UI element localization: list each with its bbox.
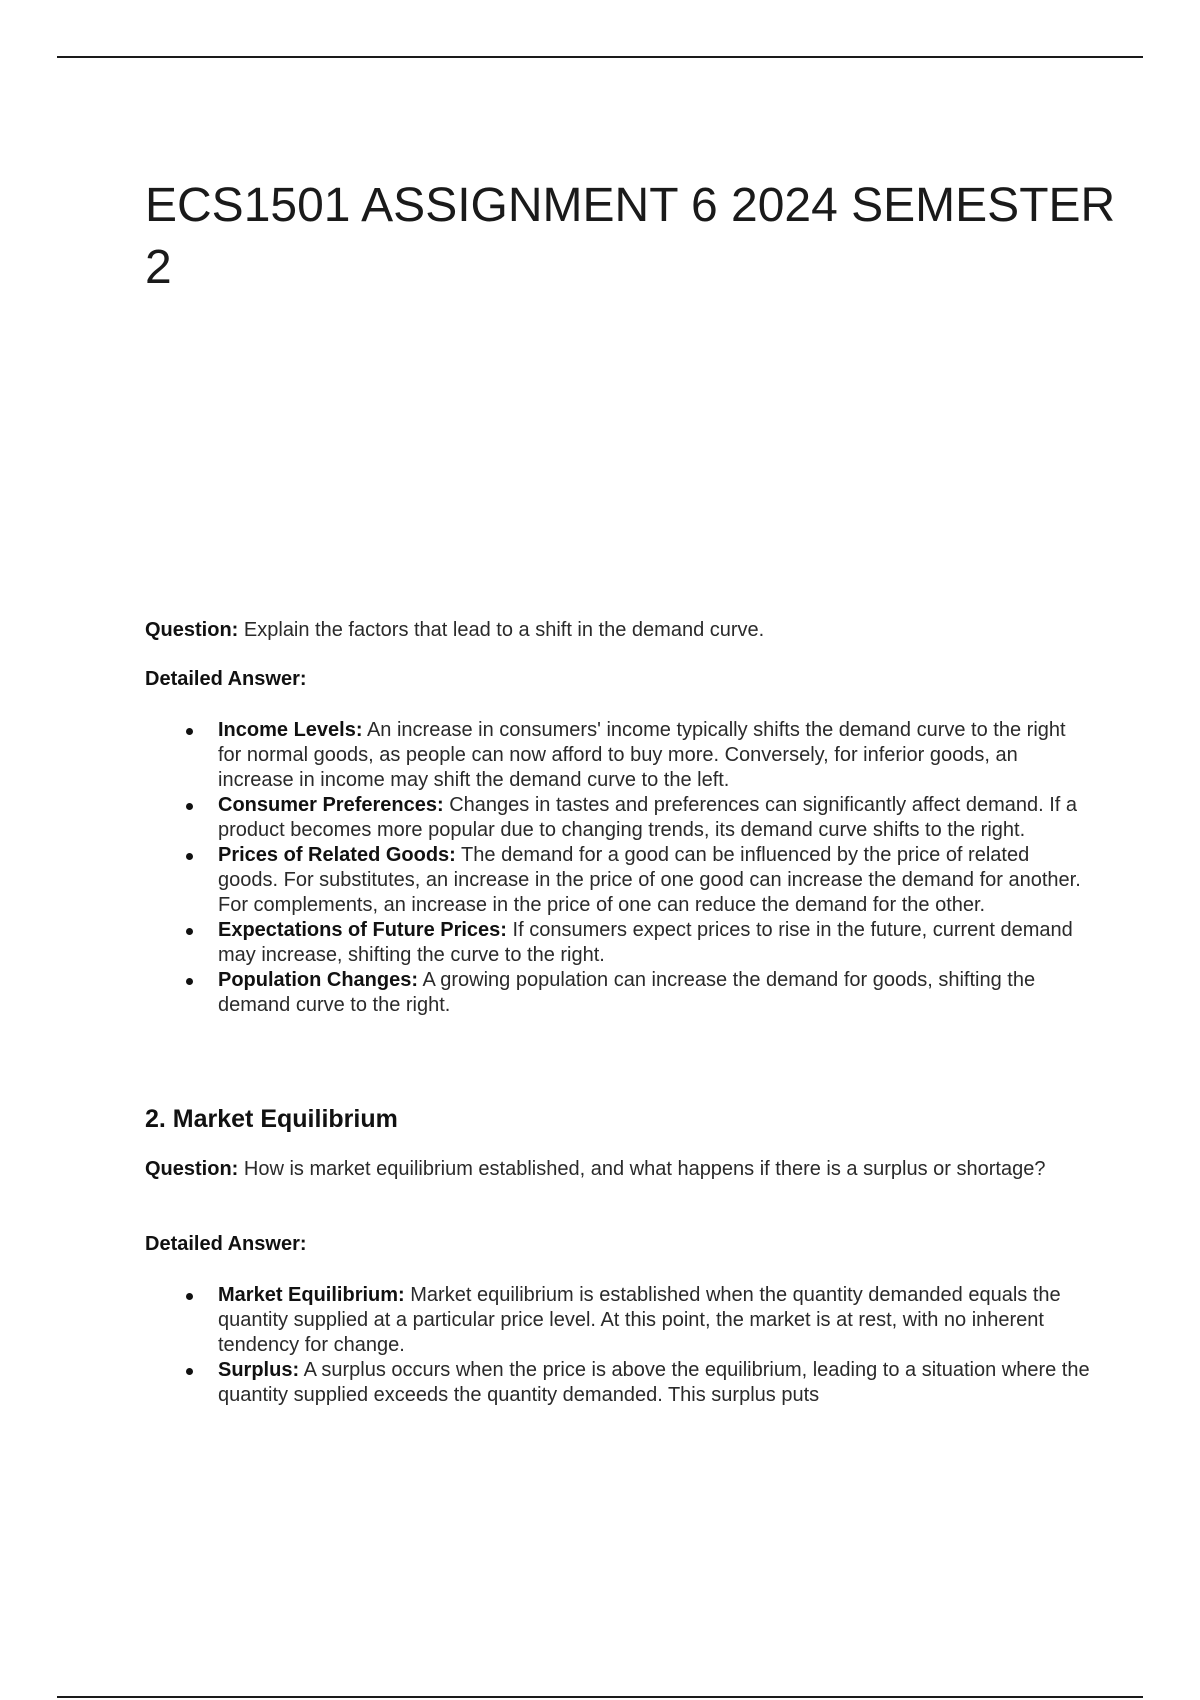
top-rule — [57, 56, 1143, 58]
bullet-icon — [186, 803, 193, 810]
question-text: How is market equilibrium established, and what happens if there is a surplus or shortage? — [243, 1158, 1046, 1180]
answer-1-list-block — [145, 718, 1090, 1018]
question-2-block — [145, 1157, 1090, 1182]
bullet-icon — [186, 1293, 193, 1300]
item-label: Consumer Preferences: — [218, 794, 444, 816]
document-title: ECS1501 ASSIGNMENT 6 2024 SEMESTER 2 — [145, 179, 1116, 294]
item-label: Prices of Related Goods: — [218, 844, 456, 866]
section-heading: 2. Market Equilibrium — [145, 1105, 398, 1133]
item-text: Market equilibrium is established when the quantity demanded equals the quantity supplied at a particular price level. At this point, the market is at rest, with no inherent tendency for change. — [218, 1284, 1061, 1356]
bullet-icon — [186, 978, 193, 985]
answer-1-label-block — [145, 667, 1090, 692]
bullet-icon — [186, 853, 193, 860]
list-item — [145, 1283, 1090, 1358]
list-item — [145, 793, 1090, 843]
item-text: A surplus occurs when the price is above the equilibrium, leading to a situation where the quantity supplied exceeds the quantity demanded. This surplus puts — [218, 1359, 1090, 1406]
list-item — [145, 718, 1090, 793]
item-label: Surplus: — [218, 1359, 300, 1381]
list-item — [145, 918, 1090, 968]
question-1-block — [145, 618, 1090, 643]
bottom-rule — [57, 1696, 1143, 1698]
bullet-icon — [186, 728, 193, 735]
list-item — [145, 1358, 1090, 1408]
answer-2-list-block — [145, 1283, 1090, 1408]
item-text: If consumers expect prices to rise in the future, current demand may increase, shifting the curve to the right. — [218, 919, 1073, 966]
list-item — [145, 968, 1090, 1018]
item-text: A growing population can increase the demand for goods, shifting the demand curve to the right. — [218, 969, 1036, 1016]
item-text: An increase in consumers' income typically shifts the demand curve to the right for normal goods, as people can now afford to buy more. Conversely, for inferior goods, an increase in income may shift the demand curve to the left. — [218, 719, 1066, 791]
detailed-answer-label: Detailed Answer: — [145, 668, 307, 690]
question-label: Question: — [145, 1158, 239, 1180]
item-label: Market Equilibrium: — [218, 1284, 405, 1306]
detailed-answer-label: Detailed Answer: — [145, 1233, 307, 1255]
item-label: Expectations of Future Prices: — [218, 919, 507, 941]
question-1 — [145, 618, 1090, 643]
question-label: Question: — [145, 619, 239, 641]
item-label: Income Levels: — [218, 719, 363, 741]
bullet-icon — [186, 1368, 193, 1375]
item-label: Population Changes: — [218, 969, 418, 991]
item-text: Changes in tastes and preferences can significantly affect demand. If a product becomes more popular due to changing trends, its demand curve shifts to the right. — [218, 794, 1078, 841]
item-text: The demand for a good can be influenced by the price of related goods. For substitutes, an increase in the price of one good can increase the demand for another. For complements, an increase in the price of one can reduce the demand for the other. — [218, 844, 1081, 916]
bullet-icon — [186, 928, 193, 935]
answer-2-label-block — [145, 1232, 1090, 1257]
section-2-heading-block — [145, 1104, 1090, 1134]
question-2 — [145, 1157, 1090, 1182]
list-item — [145, 843, 1090, 918]
factor-list — [145, 718, 1090, 1018]
question-text: Explain the factors that lead to a shift in the demand curve. — [243, 619, 765, 641]
equilibrium-list — [145, 1283, 1090, 1408]
